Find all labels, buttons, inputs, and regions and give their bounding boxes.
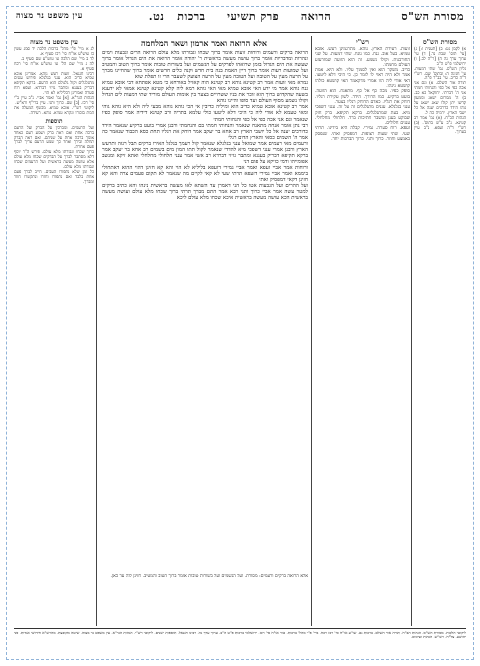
main-paragraph: ועל ההרים ועל הגבעות אטו כל הני דאמרן עד השתא לאו מעשה בראשית נינהו והא כתיב ברקים למטר עשה אמר אביי כרוך ותני רבא אמר התם מברך תרתי ברוך שכחו מלא עולם ועושה מעשה בראשית הכא עושה מעשה בראשית איכא שכחו מלא עולם ליכא [102, 183, 308, 202]
header-rule [14, 32, 466, 33]
header-page-number: נט. [148, 10, 165, 23]
tosafot-title: תוספות [45, 117, 63, 125]
rashi-paragraph: סופק כפיו. מכה כף אל כף. מתאנח. הוא הזועה. בועט ברקיע. כמו הדורך. הידד. לשון עקירת רגליו. דוחק את רגליו. כאדם הדוחק רגליו בצער. [315, 89, 410, 105]
main-text-footnote: אלא הרואה ברקים ורעמים: מסורת. ועל הגשמים ועל בשורות טובות אומר ברוך הטוב והמטיב. חזינן לוה עד כאן. [110, 574, 308, 579]
page-footer [14, 631, 466, 653]
header-center [149, 10, 332, 23]
left-margin-paragraph: ליקוטי רש"י. אובא טמיא. מכשף המעלה את המת בזכורו ונקרא טמיא. גוהא. רעידה. [14, 104, 94, 115]
main-paragraph: הרואה ברקים ורעמים ורוחות זועות אומר ברוך שכחו וגבורתו מלא עולם הרואה הרים וגבעות וימים ונהרות ומדבריות אומר ברוך עושה מעשה בראשית ר' יהודה אומר הרואה את הים הגדול אומר ברוך שעשה את הים הגדול בזמן שרואהו לפרקים על הגשמים ועל בשורות טובות אומר ברוך הטוב והמטיב ועל שמועות רעות אומר ברוך דיין האמת בנה בית חדש וקנה כלים חדשים אומר ברוך שהחיינו מברך על הרעה מעין על הטובה ועל הטובה מעין על הרעה הצועק לשעבר הרי זו תפלת שוא [102, 50, 308, 81]
footer-text: ליקוטי הלכות. מסורת הש"ס. הגהות הב"ח. תורה אור השלם. ברכות נט. שו"ע או"ח סי' רכז רכח. מיי' פ"י מהל' ברכות. טור או"ח סי' רכז. ירושלמי ברכות פ"ט ה"ב. ערוך ערך גה. רבינו חננאל. תוספות ישנים. ליקוטי רש"י. הגהות הגר"א. עין משפט נר מצוה. שיטה מקובצת. מהרש"א חידושי אגדות. פני יהושע. צל"ח. רש"ש. הגהות וציונים. [14, 631, 466, 640]
left-margin-paragraph: לה ג מיי' שם הל' טו טוש"ע או"ח סי' רכח סעיף א. [14, 60, 94, 71]
main-paragraph: ורוחות אמר אביי זעפא ואמר אביי גמירי דזעפא בליליא לא הוי והא קא חזינן דהוי ההוא דאתחולי ביממא ואמר אביי גמירי דזעפא תרתי שעי לא קאי לקיים מה שנאמר לא תקום פעמים צרה והא קא חזינן דקאי דמפסיק ואתי [102, 164, 308, 183]
right-margin-title: מסורת הש"ס [422, 38, 458, 46]
main-paragraph: ורעמים מאי רעמים אמר שמואל ענני בגלגלא שנאמר קול רעמך בגלגל האירו ברקים תבל רגזה ותרעש הארץ ורבנן אמרי ענני דשפכי מיא להדדי שנאמר לקול תתו המון מים בשמים רב אחא בר יעקב אמר ברקא תקיפא דבריק בעננא ומתבר גזיזי דברדא רב אשי אמר ענני חלחולי מחלחלי ואתא זיקא ומנשב אפומייהו ודמי כזיקא על פום דני [102, 140, 308, 165]
tosafot-paragraph: ברוך שכחו וגבורתו מלא עולם. פירש ה"ר יוסף דלא מסתבר לברך על הברקים שכחו מלא עולם אלא עושה מעשה בראשית ועל הרעמים שכחו וגבורתו מלא עולם. [14, 149, 94, 169]
left-margin-title: עין משפט נר מצוה [30, 38, 78, 46]
left-margin-paragraph: לג א מיי' פ"י מהל' ברכות הלכה יד סמג עשין כז טוש"ע או"ח סי' רכז סעיף א. [14, 46, 94, 56]
right-margin-paragraph: א) לקמן נט: ב) [תענית ו:] ג) [עי' תוס' שבת נד.] ד) עי' ערוך ערך גה ה) [ר"ה לב.] ו) ירושלמי פ"ט ה"ב [414, 46, 466, 66]
main-paragraph: רבי נתן אומר אנחה מתאנח שנאמר והנחותי חמתי בם והנחמתי ורבנן אמרי בועט ברקיע שנאמר הידד כדורכים יענה אל כל יושבי הארץ רב אחא בר יעקב אמר דוחק את רגליו תחת כסא הכבוד שנאמר כה אמר ה' השמים כסאי והארץ הדום רגלי [102, 122, 308, 141]
column-divider [96, 36, 97, 626]
header-masoret: מסורת הש"ס [401, 10, 464, 23]
tosafot-paragraph: ועל הרעמים. ומברכין על הברק ועל הרעם ברכה אחת ואם ראה ברק ושמע רעם כאחד אומר ברכה אחת על שניהם. ואם ראה הברק תחלה ובירך ואחר כך שמע הרעם צריך לברך פעם אחרת. [14, 124, 94, 150]
column-divider [411, 36, 412, 626]
header-chapter-name: הרואה [300, 10, 332, 23]
column-divider [311, 36, 312, 626]
right-margin-paragraph: הגהות הב"ח. (א) גמ' אמר רב קטינא. נ"ב ע"ש בתוס'. (ב) רש"י ד"ה זעפא. נ"ב עיין בערוך. [414, 114, 466, 135]
left-margin-paragraph: רבינו חננאל. זועות רעש גוהא. אמרינן אובא טמיא כדיב הוא. ענני בגלגלא פירוש עננים מתגלגלים וקול גלגולם הוא הרעם. ברקא תקיפא דבריק בעננא ומתבר גזיזי דברדא. זעפא רוח סערה ואמרינן דבליליא לא הוי. [14, 70, 94, 96]
rashi-paragraph: כדיב. משקר הוא ואין לסמוך עליו. ולא היא. אמת אמר ולא היה ראוי לו לומר כן. כי היכי דלא ליטעו. דאי אודי ליה הוו אמרי מדקאמר האי קושטא כולהו קושטא נינהו. [315, 68, 410, 90]
rashi-paragraph: ענני בגלגלא. עננים מתגלגלים זה על זה. ענני דשפכי מיא. בעת שמתגלגלים. ברקא תקיפא. ברק חזק שבוקע בענן ומשבר חתיכות ברד. חלחולי מחלחלי. עננים חלולים. [315, 105, 410, 127]
header-chapter-number: פרק תשיעי [227, 10, 280, 23]
header-ein-mishpat: עין משפט נר מצוה [16, 10, 83, 20]
rashi-paragraph: זועות. רעידת הארץ. גוהא. מתרגמינן רעש. אובא טמיא. בעל אוב. גנח. כמו גונח. שתי דמעות. על שני החורבנות. וקולו נשמע. זה הוא הזועה שמזדעזע העולם מחמתו. [315, 47, 410, 68]
footer-rule [14, 628, 466, 629]
rashi-paragraph: זעפא. רוח סערה. גמירי. קבלה היא בידינו. תרתי שעי. שתי שעות רצופות. דמפסיק ואתי. שנפסק באמצע וחוזר. כרוך ותני. כרוך הברכות יחד. [315, 126, 410, 143]
main-text-title: אלא הרואה ואמר ארמון ושאר המלחמה [141, 38, 267, 48]
main-text-body [102, 50, 308, 572]
tosafot-paragraph: כל זמן שלא נתפזרו העבים. חייב לברך פעם אחת בלבד ואם נתפזרו וחזרו ונתקשרו חוזר ומברך. [14, 168, 94, 184]
page-header [12, 10, 468, 30]
right-margin-column [414, 36, 466, 634]
left-margin-column [14, 36, 94, 634]
main-paragraph: אמר רב קטינא אובא טמיא כדיב הוא ומיליה כדיבין אי הכי גוהא גוהא מבעי ליה ולא היא גוהא גוהי ומאי טעמא לא אודי ליה כי היכי דלא ליטעו כולי עלמא בתריה ורב קטינא דידיה אמר סופק כפיו שנאמר וגם אני אכה כפי אל כפי והנחותי חמתי [102, 104, 308, 123]
rashi-column [315, 36, 410, 634]
left-margin-paragraph: לד ב מיי' שם הלכה טו טוש"ע שם סעיף ב. [20, 55, 94, 61]
left-margin-paragraph: הגהות הגר"א. [א] גמ' ואמר אביי. נ"ב עיין ב"י סי' רכז. [ב] שם. כרוך ותני. עיין ברי"ף ורא"ש. [14, 95, 94, 105]
header-tractate: ברכות [177, 10, 206, 23]
main-paragraph: גמרא מאי זועות אמר רב קטינא גוהא רב קטינא הוה קאזיל באורחא כי מטא אפתחא דבי אובא טמיא גנח גוהא אמר מי ידע האי אובא טמיא מאי האי גוהא רמא ליה קלא קטינא קטינא אמאי לא ידענא בשעה שהקדוש ברוך הוא זוכר את בניו ששרויים בצער בין אומות העולם מוריד שתי דמעות לים הגדול וקולו נשמע מסוף העולם ועד סופו והיינו גוהא [102, 80, 308, 105]
right-margin-paragraph: גליון הש"ס. גמ' שתי דמעות. עי' חגיגה ה: ובתוס' שם. רש"י ד"ה כדיב. עי' בב"ר פ"ה. [414, 65, 466, 81]
rashi-title: רש"י [356, 38, 369, 46]
right-margin-paragraph: תורה אור השלם. א) וגם אני אכה כפי אל כפי והנחותי חמתי אני ה' דברתי. יחזקאל כא כב. ב) ה' ממרום ישאג וממעון קדשו יתן קולו שאג ישאג על נוהו הידד כדרכים יענה אל כל ישבי הארץ. ירמיה כה ל. [414, 80, 466, 115]
